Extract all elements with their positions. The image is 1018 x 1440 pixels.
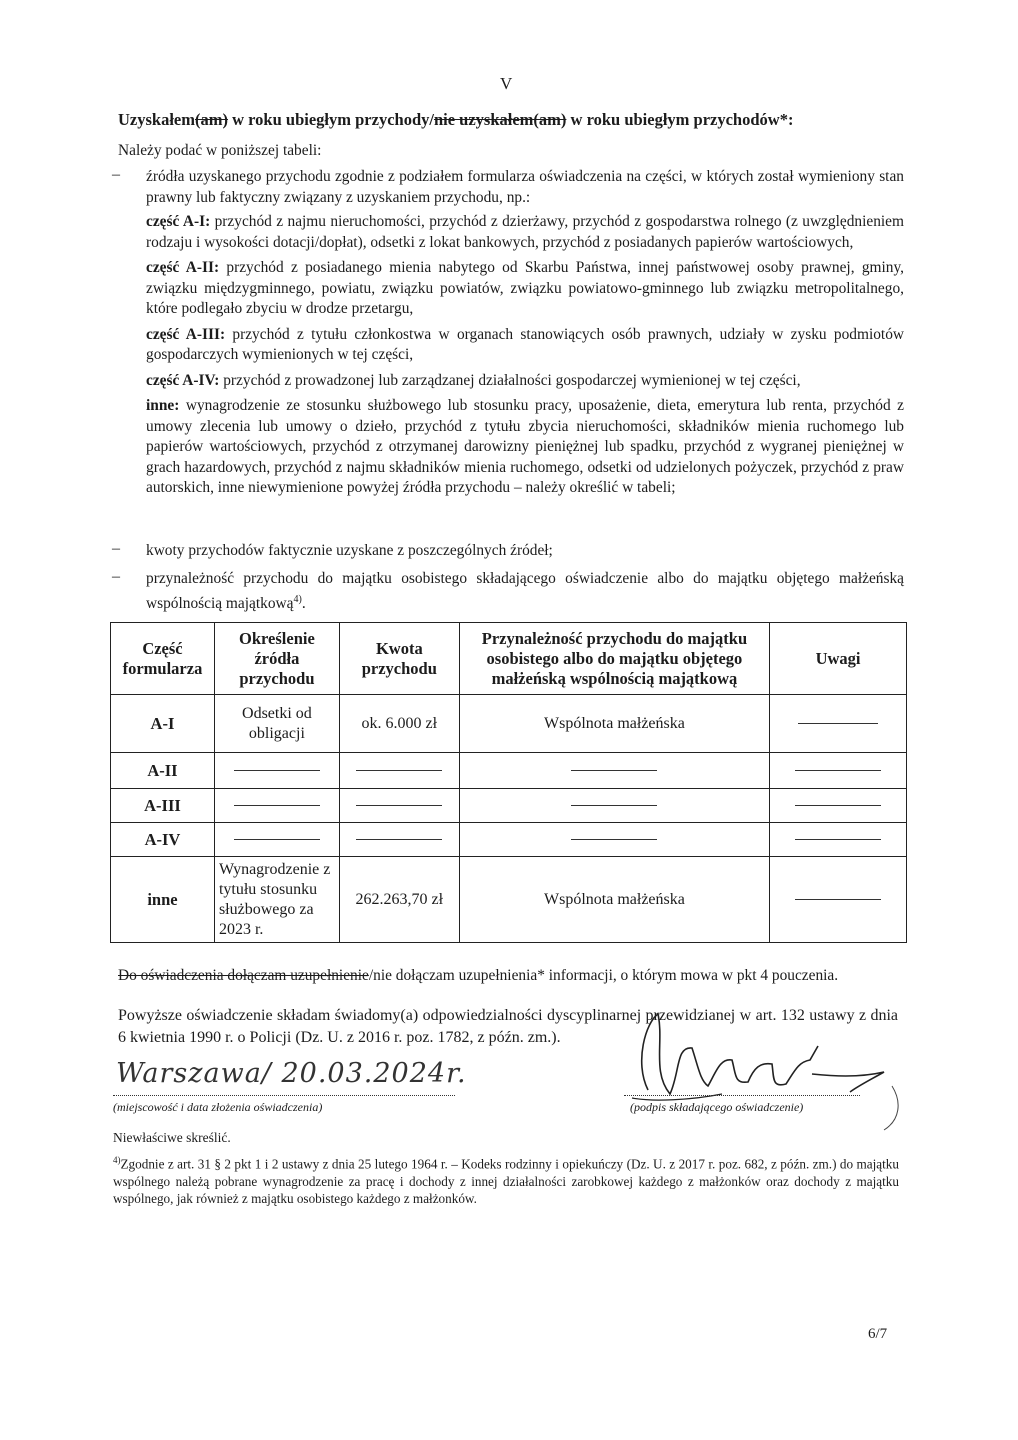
bullet-dash: – [112, 540, 120, 557]
row-amount [339, 789, 459, 823]
bullet-amounts: kwoty przychodów faktycznie uzyskane z poszczególnych źródeł; [146, 542, 553, 559]
page-number: 6/7 [868, 1326, 888, 1342]
blank-line [571, 805, 657, 806]
bullet-sources: źródła uzyskanego przychodu zgodnie z podziałem formularza oświadczenia na części, w których został wymieniony stan prawny lub faktyczny związany z uzyskaniem przychodu, np.: [146, 168, 904, 206]
heading-part4: w roku ubiegłym przychodów*: [566, 110, 794, 129]
signature-caption: (podpis składającego oświadczenie) [630, 1100, 804, 1114]
table-header-row [111, 623, 907, 695]
row-source [214, 789, 339, 823]
attachment-struck: Do oświadczenia dołączam uzupełnienie [118, 967, 369, 984]
row-part: A-III [111, 789, 215, 823]
section-heading [118, 110, 793, 130]
header-part: Część formularza [111, 623, 215, 695]
heading-part1: Uzyskałem [118, 110, 195, 129]
row-notes [770, 857, 907, 943]
blank-line [356, 839, 442, 840]
header-notes: Uwagi [770, 623, 907, 695]
blank-line [795, 899, 881, 900]
bullet-ownership [146, 569, 904, 614]
attachment-statement [118, 966, 908, 987]
part-text: wynagrodzenie ze stosunku służbowego lub stosunku pracy, uposażenie, dieta, emerytura lub renta, przychód z umowy zlecenia lub umowy o dzieło, przychód z tytułu zbycia nieruchomości, składników mienia ruchomego lub papierów wartościowych, przychód z otrzymanej darowizny pieniężnej lub spadku, przychód z wygranej pieniężnej w grach hazardowych, przychód z najmu składników mienia ruchomego, odsetki od udzielonych pożyczek, przychód z praw autorskich, inne niewymienione powyżej źródła przychodu – należy określić w tabeli; [146, 397, 904, 496]
row-amount [339, 823, 459, 857]
bullet-dash: – [112, 166, 120, 183]
header-source: Określenie źródła przychodu [214, 623, 339, 695]
part-a2 [146, 258, 904, 320]
part-label: inne: [146, 397, 180, 414]
blank-line [356, 770, 442, 771]
part-a3 [146, 325, 904, 366]
row-source: Odsetki od obligacji [214, 695, 339, 753]
row-amount: ok. 6.000 zł [339, 695, 459, 753]
heading-part2: w roku ubiegłym przychody/ [227, 110, 434, 129]
row-amount [339, 753, 459, 789]
row-notes [770, 753, 907, 789]
heading-part3-struck: nie uzyskałem(am) [433, 110, 567, 129]
attachment-rest: /nie dołączam uzupełnienia* informacji, o którym mowa w pkt 4 pouczenia. [368, 967, 839, 984]
bullet-dash: – [112, 568, 120, 585]
row-ownership [459, 753, 769, 789]
row-notes [770, 695, 907, 753]
footnote-4 [113, 1152, 899, 1208]
part-label: część A-II: [146, 259, 220, 276]
signature-dotted-line [624, 1095, 860, 1096]
blank-line [234, 805, 320, 806]
row-part: A-IV [111, 823, 215, 857]
row-notes [770, 823, 907, 857]
income-table [110, 622, 907, 943]
blank-line [795, 805, 881, 806]
blank-line [571, 839, 657, 840]
footnote-ref: 4) [293, 593, 302, 605]
blank-line [795, 839, 881, 840]
row-part: A-II [111, 753, 215, 789]
header-amount: Kwota przychodu [339, 623, 459, 695]
table-row [111, 823, 907, 857]
heading-part1-struck: (am) [195, 110, 228, 129]
blank-line [571, 770, 657, 771]
parts-list [146, 212, 904, 499]
row-source: Wynagrodzenie z tytułu stosunku służbowego za 2023 r. [214, 857, 339, 943]
row-part: inne [111, 857, 215, 943]
blank-line [795, 770, 881, 771]
row-source [214, 753, 339, 789]
part-other [146, 396, 904, 499]
table-row [111, 857, 907, 943]
row-source [214, 823, 339, 857]
part-label: część A-I: [146, 213, 211, 230]
place-date-dotted-line [113, 1095, 455, 1096]
part-a1 [146, 212, 904, 253]
table-row [111, 695, 907, 753]
footnote-star: Niewłaściwe skreślić. [113, 1130, 231, 1145]
section-marker: V [500, 74, 513, 93]
part-a4 [146, 371, 904, 392]
intro-text: Należy podać w poniższej tabeli: [118, 142, 322, 159]
blank-line [798, 723, 878, 724]
blank-line [356, 805, 442, 806]
part-text: przychód z posiadanego mienia nabytego od Skarbu Państwa, innej państwowej osoby prawnej, gminy, związku międzygminnego, powiatu, związku powiatów, związku powiatowo-gminnego lub związku metropolitalnego, które podlegało zbyciu w drodze przetargu, [146, 259, 905, 317]
row-amount: 262.263,70 zł [339, 857, 459, 943]
blank-line [234, 839, 320, 840]
row-ownership [459, 789, 769, 823]
footnote-ref: 4) [113, 1155, 121, 1165]
footnote-4-text: Zgodnie z art. 31 § 2 pkt 1 i 2 ustawy z dnia 25 lutego 1964 r. – Kodeks rodzinny i opiekuńczy (Dz. U. z 2017 r. poz. 682, z późn. zm.) do majątku wspólnego należą pobrane wynagrodzenie za pracę i dochody z innej działalności zarobkowej każdego z małżonków oraz dochody z majątku wspólnego, jak również z majątku osobistego każdego z małżonków. [113, 1156, 899, 1207]
table-row [111, 789, 907, 823]
bullet-ownership-end: . [301, 594, 306, 612]
row-part: A-I [111, 695, 215, 753]
part-text: przychód z prowadzonej lub zarządzanej działalności gospodarczej wymienionej w tej części, [219, 371, 801, 389]
part-label: część A-III: [146, 325, 226, 343]
header-ownership: Przynależność przychodu do majątku osobistego albo do majątku objętego małżeńską wspólnością majątkową [459, 623, 769, 695]
place-date-caption: (miejscowość i data złożenia oświadczenia) [113, 1100, 323, 1114]
row-ownership [459, 823, 769, 857]
bullet-ownership-text: przynależność przychodu do majątku osobistego składającego oświadczenie albo do majątku objętego małżeńską wspólnością majątkową [146, 570, 904, 612]
table-row [111, 753, 907, 789]
row-ownership: Wspólnota małżeńska [459, 857, 769, 943]
row-ownership: Wspólnota małżeńska [459, 695, 769, 753]
part-label: część A-IV: [146, 371, 220, 389]
blank-line [234, 770, 320, 771]
place-date-handwritten: Warszawa/ 20.03.2024r. [116, 1058, 467, 1089]
part-text: przychód z najmu nieruchomości, przychód z dzierżawy, przychód z gospodarstwa rolnego (z uwzględnieniem rodzaju i wysokości dotacji/dopłat), odsetki z lokat bankowych, przychód z posiadanych papierów wartościowych, [146, 213, 904, 251]
row-notes [770, 789, 907, 823]
declaration: Powyższe oświadczenie składam świadomy(a) odpowiedzialności dyscyplinarnej przewidzianej w art. 132 ustawy z dnia 6 kwietnia 1990 r. o Policji (Dz. U. z 2016 r. poz. 1782, z późn. zm.). [118, 1007, 898, 1046]
part-text: przychód z tytułu członkostwa w organach stanowiących osób prawnych, udziały w zysku podmiotów gospodarczych wymienionych w tej części, [146, 325, 904, 363]
